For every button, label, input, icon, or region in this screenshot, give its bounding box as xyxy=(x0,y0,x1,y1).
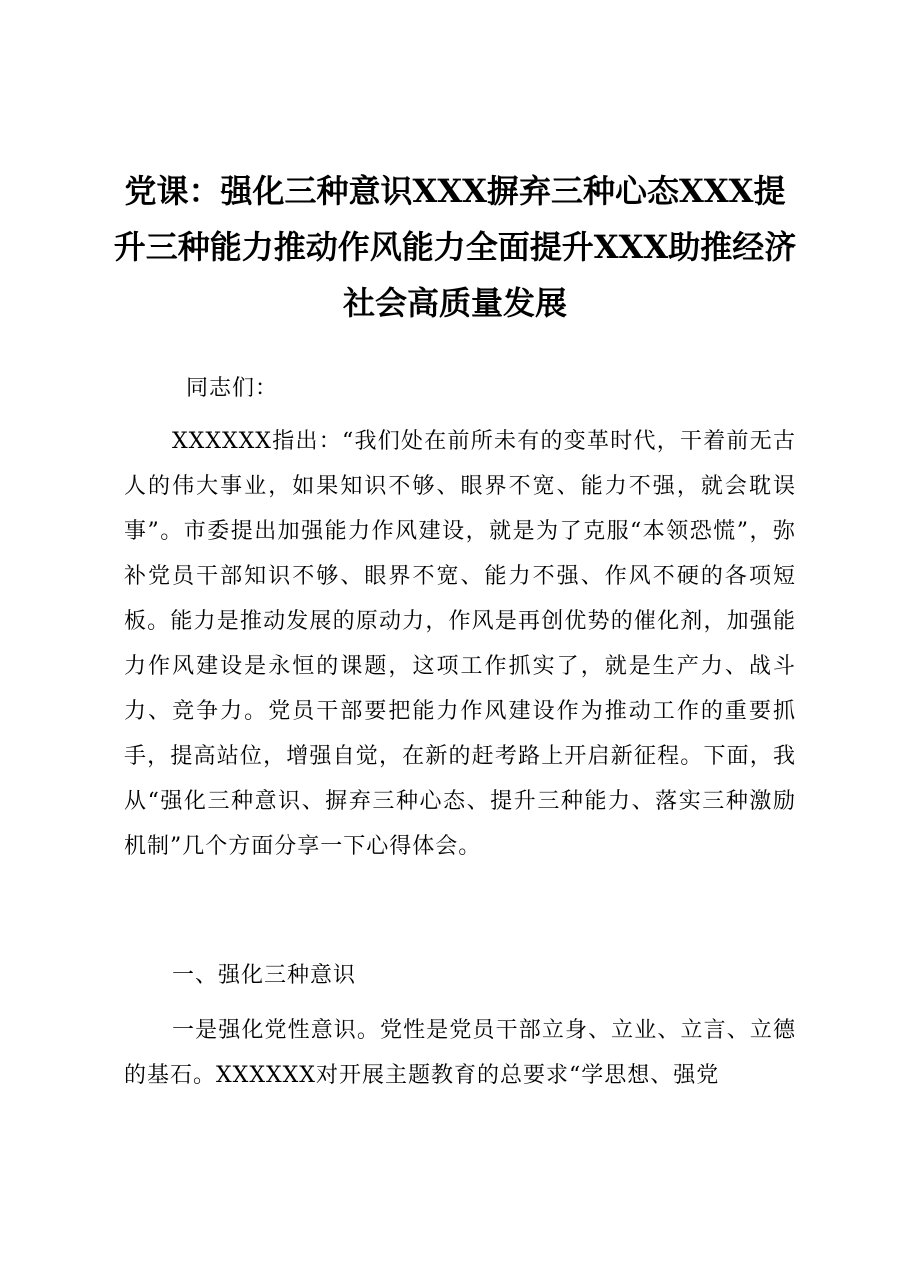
intro-paragraph: XXXXXX指出：“我们处在前所未有的变革时代，干着前无古人的伟大事业，如果知识不够、眼界不宽、能力不强，就会耽误事”。市委提出加强能力作风建设，就是为了克服“本领恐慌”，弥补党员干部知识不够、眼界不宽、能力不强、作风不硬的各项短板。能力是推动发展的原动力，作风是再创优势的催化剂，加强能力作风建设是永恒的课题，这项工作抓实了，就是生产力、战斗力、竞争力。党员干部要把能力作风建设作为推动工作的重要抓手，提高站位，增强自觉，在新的赶考路上开启新征程。下面，我从“强化三种意识、摒弃三种心态、提升三种能力、落实三种激励机制”几个方面分享一下心得体会。 xyxy=(124,429,796,859)
salutation: 同志们： xyxy=(186,376,279,401)
section-paragraph: 一是强化党性意识。党性是党员干部立身、立业、立言、立德的基石。XXXXXX对开展主题教育的总要求“学思想、强党 xyxy=(124,1018,796,1088)
section-heading: 一、强化三种意识 xyxy=(172,963,357,988)
document-title: 党课：强化三种意识XXX摒弃三种心态XXX提升三种能力推动作风能力全面提升XXX助推经济社会高质量发展 xyxy=(113,172,797,322)
